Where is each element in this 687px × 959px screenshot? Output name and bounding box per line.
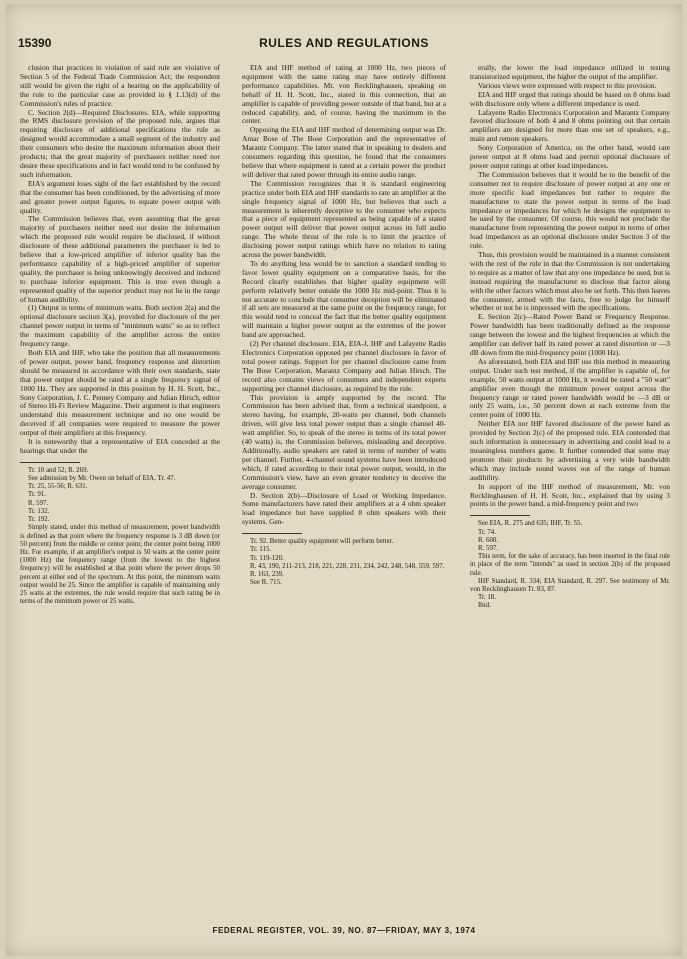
footnote-rule — [20, 462, 80, 463]
footnote: This term, for the sake of accuracy, has been inserted in the final rule in place of the term "intends" as used in section 2(b) of the proposed rule. — [470, 553, 670, 577]
paragraph: EIA's argument loses sight of the fact established by the record that the consumer has been conditioned, by the advertising of more and greater power output figures, to equate power output with quality. — [20, 178, 220, 215]
paragraph: Neither EIA nor IHF favored disclosure of the power band as provided by Section 2(c) of the proposed rule. EIA contended that such information is unnecessary in advertising and could lead to a meaningless numbers game. It further contended that some may promote their products by advertising a very wide bandwidth which may include sound waves out of the range of human audibility. — [470, 419, 670, 482]
page-footer: FEDERAL REGISTER, VOL. 39, NO. 87—FRIDAY, MAY 3, 1974 — [212, 926, 476, 935]
footnote: Tr. 25, 55-56; R. 631. — [28, 483, 88, 491]
footnote: Ibid. — [478, 602, 491, 610]
footnote: Simply stated, under this method of measurement, power bandwidth is defined as that point where the frequency response is 3 dB down (or 50 percent) from the middle or center point; the center point being 1000 Hz. For example, if an amplifier's output is 50 watts at the center point (1000 Hz) the frequency range (from the lowest to the highest frequency) will be established at that point where the power drops 50 percent at either end of the spectrum. At this point, the minimum watts output would be 25. Since the amplifier is capable of maintaining only 25 watts at the extremes, the rule would require that such rating be in terms of the minimum power or 25 watts. — [20, 524, 220, 606]
paragraph: EIA and IHF urged that ratings should be based on 8 ohms load with disclosure only where a different impedance is used. — [470, 89, 670, 108]
paragraph: E. Section 2(c)—Rated Power Band or Frequency Response. Power bandwidth has been traditionally defined as the response range between the lowest and the highest frequencies at which the amplifier can deliver half its rated power at rated distortion or —3 dB down from the mid-frequency point (1000 Hz). — [470, 312, 670, 357]
paragraph: Various views were expressed with respect to this provision. — [478, 80, 657, 90]
footnote: Tr. 192. — [28, 516, 50, 524]
paragraph: C. Section 2(d)—Required Disclosures. EIA, while supporting the RMS disclosure provision of the proposed rule, argues that requiring disclosure of additional specifications the rule as designed would accommodate a small segment of the industry and their consumers who desire the maximum information about their products; that the great majority of purchasers neither need nor desire these specifications and in fact would tend to be confused by such information. — [20, 107, 220, 179]
paragraph: (1) Output in terms of minimum watts. Both section 2(a) and the optional disclosure section 3(a), provided for disclosure of the per channel power output in terms of "minimum watts" so as to reflect the maximum capability of the amplifier across the entire frequency range. — [20, 303, 220, 349]
paragraph: EIA and IHF method of rating at 1000 Hz, two pieces of equipment with the same rating may have entirely different performance capabilities. Mr. von Recklinghausen, speaking on behalf of H. H. Scott, Inc., stated in this connection, that an amplifier is capable of providing power outside of that band, but at a reduced capability, and, of course, having the maximum in the center. — [242, 63, 446, 126]
paragraph: In support of the IHF method of measurement, Mr. von Recklinghausen of H. H. Scott, Inc., explained that by using 3 points in the power band, a mid-frequency point and two — [470, 481, 670, 509]
footnote: See EIA, R. 275 and 635; IHF, Tr. 55. — [478, 520, 583, 528]
paragraph: It is noteworthy that a representative of EIA conceded at the hearings that under the — [20, 437, 220, 455]
footnote: R. 163, 239. — [250, 570, 284, 578]
paragraph: clusion that practices in violation of said rule are violative of Section 5 of the Federal Trade Commission Act; the respondent still would be given the right of a hearing on the applicability of the rule to the particular case as provided in § 1.13(d) of the Commission's rules of practice. — [20, 63, 220, 108]
footnote: R. 597. — [28, 499, 49, 507]
running-head: RULES AND REGULATIONS — [259, 36, 429, 50]
paragraph: This provision is amply supported by the record. The Commission has been advised that, from a technical standpoint, a stereo having, for example, 20-watts per channel, both channels driven, will give less total power output than a single channel 40-watt amplifier. So, to speak of the stereo in terms of its total power (40 watts) is, the Commission believes, misleading and deceptive. Additionally, audio speakers are rated in terms of number of watts per channel. Further, 4-channel sound systems have been introduced which, if rated according to their total power output, would, in the Commission's view, have an even greater tendency to deceive the average consumer. — [242, 392, 446, 491]
text-column-2 — [242, 64, 446, 587]
paragraph: Opposing the EIA and IHF method of determining output was Dr. Amar Bose of The Bose Corporation and the representative of Marantz Company. The latter stated that in speaking to dealers and consumers regarding this question, he found that the consumers believe that where equipment is rated at a certain power the product will deliver that rated power through its entire audio range. — [242, 125, 446, 179]
footnote: See R. 715. — [250, 579, 282, 587]
paragraph: The Commission believes that it would be to the benefit of the consumer not to require disclosure of power output at any one or more specific load impedances but rather to require the manufacturer to state the power output in terms of the load impedance or impedances for which he designs the equipment to be used by the consumer. Of course, this would not preclude the manufacturer from representing the power output in terms of other load impedances as an optional disclosure under Section 3 of the rule. — [470, 169, 670, 251]
footnote: Tr. 92. Better quality equipment will perform better. — [250, 538, 394, 546]
text-column-3 — [470, 64, 670, 611]
paragraph: Lafayette Radio Electronics Corporation and Marantz Company favored disclosure of both 4 and 8 ohms pointing out that certain amplifiers are designed for more than one set of speakers, e.g., main and remote speakers. — [470, 107, 670, 144]
document-page — [6, 4, 682, 956]
footnote: Tr. 10 and 52; R. 269. — [28, 466, 89, 474]
paragraph: To do anything less would be to sanction a standard tending to favor lower quality equipment on a comparative basis, for the Record clearly establishes that higher quality equipment will perform relatively better outside the 1000 Hz mid-point. Thus it is not accurate to conclude that consumer deception will be eliminated if all sets are measured at the same point on the frequency range, for this would tend to conceal the fact that the better quality equipment will maintain a higher power output as the extremes of the power band are approached. — [242, 258, 446, 340]
paragraph: As aforestated, both EIA and IHF use this method in measuring output. Under such test method, if the amplifier is capable of, for example, 50 watts output at 1000 Hz, it would be rated a "50 watt" amplifier even though the minimum power output across the frequency range or rated power bandwidth would be —3 dB or only 25 watts, i.e., 50 percent down at each extreme from the center point of 1000 Hz. — [470, 356, 670, 420]
footnote: Tr. 132. — [28, 507, 50, 515]
paragraph: erally, the lower the load impedance utilized in testing transistorized equipment, the higher the output of the amplifier. — [470, 63, 670, 81]
footnote: R. 43, 190, 211-213, 218, 221, 228, 231, 234, 242, 248, 548, 559, 597. — [250, 562, 445, 570]
footnote: Tr. 91. — [28, 491, 46, 499]
footnote: R. 597. — [478, 544, 499, 552]
paragraph: Thus, this provision would be maintained in a manner consistent with the rest of the rule in that the Commission is not undertaking to require as a matter of law that any one impedance be used, but is instead requiring the manufacturer to disclose that factor along with the other factors which must also be set forth. This then leaves the consumer, armed with the facts, free to judge for himself whether or not he is impressed with the specifications. — [470, 250, 670, 313]
footnote: See admission by Mr. Owen on behalf of EIA, Tr. 47. — [28, 475, 176, 483]
footnote-rule — [470, 515, 530, 516]
text-column-1 — [20, 64, 220, 606]
page-header — [18, 36, 670, 58]
paragraph: D. Section 2(b)—Disclosure of Load or Working Impedance. Some manufacturers have rated their amplifiers at a 4 ohm speaker load impedance but have supplied 8 ohm speakers with their systems. Gen- — [242, 490, 446, 527]
paragraph: Sony Corporation of America, on the other hand, would rate power output at 8 ohms load and permit optional disclosure of power output ratings at other load impedances. — [470, 143, 670, 170]
footnote: Tr. 115. — [250, 546, 272, 554]
paragraph: The Commission recognizes that it is standard engineering practice under both EIA and IHF standards to rate an amplifier at the single frequency signal of 1000 Hz, but believes that such a measurement is inherently deceptive to the consumer who expects that a piece of equipment represented as being capable of a stated power output will deliver that power output across its full audio range. The whole thrust of the rule is to limit the practice of disclosing power output ratings which have no relation to rating across the power bandwidth. — [242, 178, 446, 260]
footnote: Tr. 74. — [478, 528, 496, 536]
footnote: R. 600. — [478, 536, 499, 544]
page-number: 15390 — [18, 36, 52, 50]
footnote: IHF Standard, R. 334; EIA Standard, R. 297. See testimony of Mr. von Recklinghausen Tr. 83, 87. — [470, 577, 670, 593]
paragraph: (2) Per channel disclosure. EIA, EIA-J, IHF and Lafayette Radio Electronics Corporation opposed per channel disclosure in favor of total power ratings. Support for per channel disclosure came from The Bose Corporation, Marantz Company and Julian Hirsch. The record also contains views of consumers and independent experts supporting per channel disclosure, as required by the rule. — [242, 339, 446, 393]
footnote: Tr. 18. — [478, 594, 496, 602]
paragraph: Both EIA and IHF, who take the position that all measurements of power output, power band, frequency response and distortion should be measured in accordance with their own standards, state that power output should be rated at a single frequency signal of 1000 Hz. They are supported in this position by H. H. Scott, Inc., Sony Corporation, J. C. Penney Company and Julian Hirsch, editor of Stereo Hi-Fi Review Magazine. Their argument is that engineers understand this measurement technique and no one would be deceived if all companies were required to measure the power output of their amplifiers at this frequency. — [20, 348, 220, 438]
footnote: Tr. 119-120. — [250, 554, 284, 562]
footnote-rule — [242, 533, 302, 534]
paragraph: The Commission believes that, even assuming that the great majority of purchasers neither need nor desire the information which the proposed rule would require be disclosed, if without disclosure of these additional parameters the purchaser is led to believe that a low-priced amplifier of inferior quality has the performance capability of a high-priced amplifier of superior quality, the purchaser is being unknowingly deceived and induced to purchase inferior equipment. This is true even though a represented quality of the superior product may not lie in the range of human audibility. — [20, 214, 220, 304]
